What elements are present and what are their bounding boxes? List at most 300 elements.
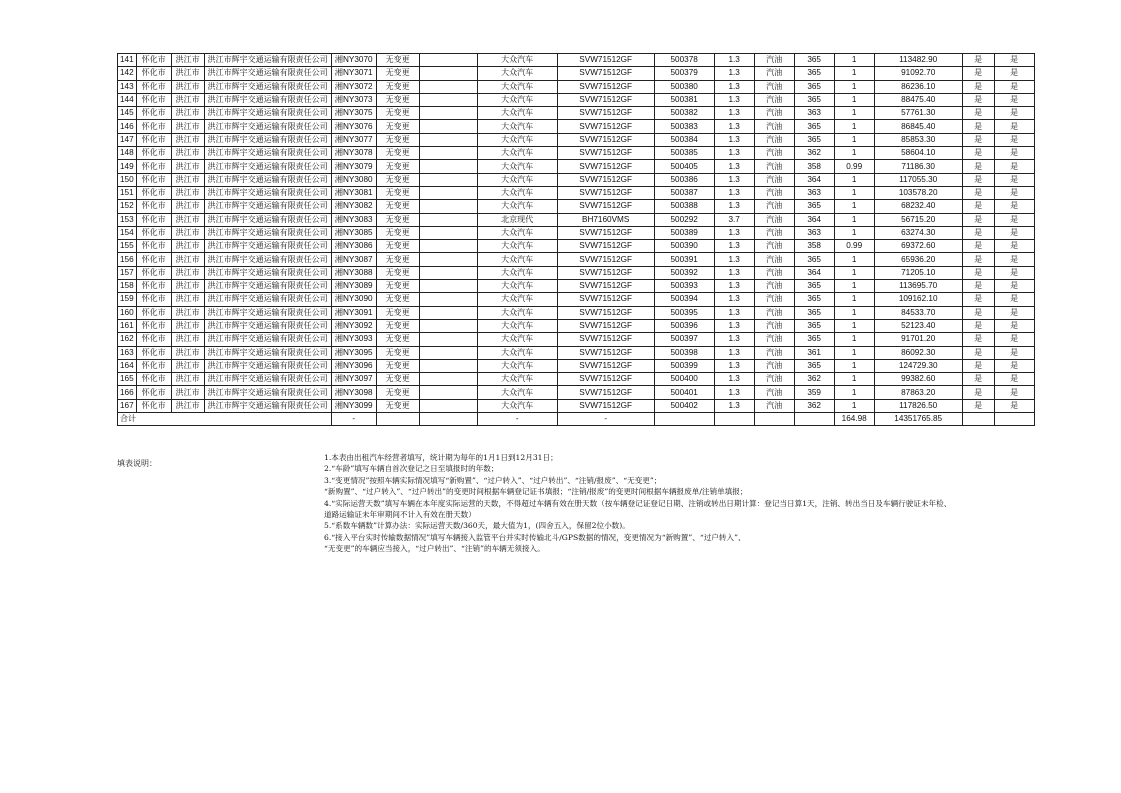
cell-no: 151: [118, 186, 137, 199]
cell-code: 500400: [654, 373, 714, 386]
cell-city: 怀化市: [136, 359, 171, 372]
cell-code: 500378: [654, 54, 714, 67]
cell-disp: 1.3: [714, 319, 754, 332]
cell-city: 怀化市: [136, 306, 171, 319]
cell-city: 怀化市: [136, 107, 171, 120]
cell-days: 364: [794, 173, 834, 186]
table-row: [118, 399, 1035, 412]
cell-company: 洪江市辉宇交通运输有限责任公司: [204, 54, 331, 67]
cell-city: 怀化市: [136, 213, 171, 226]
cell-b: 是: [994, 226, 1034, 239]
cell-coef: 1: [834, 359, 874, 372]
cell-disp: 1.3: [714, 359, 754, 372]
cell-plate: 湘NY3070: [331, 54, 376, 67]
cell-no: 158: [118, 280, 137, 293]
cell-empty: [419, 107, 477, 120]
cell-change: 无变更: [376, 133, 419, 146]
cell-code: 500388: [654, 200, 714, 213]
cell-mileage: 85853.30: [874, 133, 962, 146]
cell-change: 无变更: [376, 373, 419, 386]
cell-county: 洪江市: [171, 306, 204, 319]
cell-disp: 3.7: [714, 213, 754, 226]
cell-no: 147: [118, 133, 137, 146]
cell-coef: 1: [834, 399, 874, 412]
cell-empty: [419, 240, 477, 253]
cell-days: 365: [794, 54, 834, 67]
cell-no: 143: [118, 80, 137, 93]
cell-coef: 1: [834, 333, 874, 346]
cell-days: 358: [794, 160, 834, 173]
cell-fuel: 汽油: [754, 359, 794, 372]
cell-no: 150: [118, 173, 137, 186]
cell-code: 500384: [654, 133, 714, 146]
cell-brand: 大众汽车: [477, 346, 557, 359]
cell-model: SVW71512GF: [557, 240, 654, 253]
cell-b: 是: [994, 346, 1034, 359]
cell-county: 洪江市: [171, 399, 204, 412]
cell-code: 500379: [654, 67, 714, 80]
cell-model: SVW71512GF: [557, 186, 654, 199]
cell-plate: 湘NY3081: [331, 186, 376, 199]
cell-coef: 1: [834, 93, 874, 106]
cell-no: 163: [118, 346, 137, 359]
table-row: [118, 306, 1035, 319]
cell-b: 是: [994, 373, 1034, 386]
cell-a: 是: [962, 266, 994, 279]
cell-company: 洪江市辉宇交通运输有限责任公司: [204, 147, 331, 160]
cell-mileage: 71205.10: [874, 266, 962, 279]
cell-plate: 湘NY3071: [331, 67, 376, 80]
cell-brand: 大众汽车: [477, 266, 557, 279]
cell-mileage: 87863.20: [874, 386, 962, 399]
cell-empty: [419, 280, 477, 293]
cell-city: 怀化市: [136, 373, 171, 386]
cell-coef: 1: [834, 54, 874, 67]
cell-mileage: 71186.30: [874, 160, 962, 173]
cell-city: 怀化市: [136, 319, 171, 332]
cell-no: 141: [118, 54, 137, 67]
cell-disp: 1.3: [714, 240, 754, 253]
cell-empty: [419, 93, 477, 106]
cell-code: 500395: [654, 306, 714, 319]
cell-b: 是: [994, 306, 1034, 319]
table-row: [118, 200, 1035, 213]
cell-days: 363: [794, 107, 834, 120]
cell-city: 怀化市: [136, 280, 171, 293]
cell-fuel: 汽油: [754, 213, 794, 226]
cell-empty: [419, 373, 477, 386]
cell-mileage: 91701.20: [874, 333, 962, 346]
cell-days: 365: [794, 280, 834, 293]
cell-disp: 1.3: [714, 133, 754, 146]
cell-model: SVW71512GF: [557, 173, 654, 186]
cell-company: 洪江市辉宇交通运输有限责任公司: [204, 240, 331, 253]
cell-mileage: 124729.30: [874, 359, 962, 372]
cell-a: 是: [962, 54, 994, 67]
table-row: [118, 226, 1035, 239]
cell-plate: 湘NY3073: [331, 93, 376, 106]
cell-b: 是: [994, 333, 1034, 346]
cell-mileage: 86092.30: [874, 346, 962, 359]
cell-empty: [419, 80, 477, 93]
cell-mileage: 117826.50: [874, 399, 962, 412]
cell-model: SVW71512GF: [557, 120, 654, 133]
cell-days: 364: [794, 213, 834, 226]
cell-empty: [419, 173, 477, 186]
notes-label: 填表说明：: [117, 459, 157, 468]
cell-model: SVW71512GF: [557, 266, 654, 279]
cell-fuel: 汽油: [754, 386, 794, 399]
cell-coef: 1: [834, 67, 874, 80]
cell-change: 无变更: [376, 346, 419, 359]
cell-fuel: 汽油: [754, 186, 794, 199]
cell-model: SVW71512GF: [557, 293, 654, 306]
cell-a: 是: [962, 160, 994, 173]
cell-change: 无变更: [376, 253, 419, 266]
cell-county: 洪江市: [171, 93, 204, 106]
cell-a: 是: [962, 386, 994, 399]
cell-no: 142: [118, 67, 137, 80]
cell-brand: 北京现代: [477, 213, 557, 226]
cell-days: 365: [794, 200, 834, 213]
cell-model: SVW71512GF: [557, 386, 654, 399]
cell-mileage: 86236.10: [874, 80, 962, 93]
cell-b: 是: [994, 240, 1034, 253]
cell-mileage: 117055.30: [874, 173, 962, 186]
table-row: [118, 107, 1035, 120]
cell-empty: [419, 386, 477, 399]
cell-coef: 1: [834, 120, 874, 133]
cell-brand: 大众汽车: [477, 186, 557, 199]
cell-model: SVW71512GF: [557, 160, 654, 173]
cell-no: 144: [118, 93, 137, 106]
cell-county: 洪江市: [171, 280, 204, 293]
cell-disp: 1.3: [714, 173, 754, 186]
cell-city: 怀化市: [136, 93, 171, 106]
cell-no: 148: [118, 147, 137, 160]
table-row: [118, 147, 1035, 160]
note-line: 6.“接入平台实时传输数据情况”填写车辆接入监管平台并实时传输北斗/GPS数据的情况，变更情况为“新购置”、“过户转入”、: [324, 532, 746, 542]
cell-empty: [419, 359, 477, 372]
cell-empty: [419, 226, 477, 239]
cell-a: 是: [962, 147, 994, 160]
cell-coef: 1: [834, 107, 874, 120]
cell-model: SVW71512GF: [557, 54, 654, 67]
cell-company: 洪江市辉宇交通运输有限责任公司: [204, 120, 331, 133]
cell-city: 怀化市: [136, 147, 171, 160]
cell-disp: 1.3: [714, 346, 754, 359]
cell-empty: [419, 213, 477, 226]
cell-empty: [419, 306, 477, 319]
cell-county: 洪江市: [171, 107, 204, 120]
cell-coef: 1: [834, 253, 874, 266]
cell-change: 无变更: [376, 226, 419, 239]
cell-days: 365: [794, 80, 834, 93]
cell-plate: 湘NY3080: [331, 173, 376, 186]
cell-code: 500405: [654, 160, 714, 173]
cell-b: 是: [994, 133, 1034, 146]
cell-coef: 1: [834, 373, 874, 386]
cell-fuel: 汽油: [754, 107, 794, 120]
cell-code: 500399: [654, 359, 714, 372]
cell-disp: 1.3: [714, 333, 754, 346]
cell-fuel: 汽油: [754, 306, 794, 319]
cell-fuel: 汽油: [754, 80, 794, 93]
cell-company: 洪江市辉宇交通运输有限责任公司: [204, 200, 331, 213]
cell-b: 是: [994, 186, 1034, 199]
cell-company: 洪江市辉宇交通运输有限责任公司: [204, 386, 331, 399]
cell-plate: 湘NY3090: [331, 293, 376, 306]
cell-brand: 大众汽车: [477, 120, 557, 133]
cell-empty: [419, 120, 477, 133]
table-row: [118, 54, 1035, 67]
cell-plate: 湘NY3095: [331, 346, 376, 359]
cell-b: 是: [994, 293, 1034, 306]
cell-a: 是: [962, 346, 994, 359]
cell-fuel: 汽油: [754, 399, 794, 412]
cell-a: 是: [962, 280, 994, 293]
cell-coef: 1: [834, 386, 874, 399]
cell-disp: 1.3: [714, 399, 754, 412]
cell-a: 是: [962, 213, 994, 226]
cell-no: 161: [118, 319, 137, 332]
cell-plate: 湘NY3072: [331, 80, 376, 93]
cell-no: 162: [118, 333, 137, 346]
cell-mileage: 88475.40: [874, 93, 962, 106]
cell-mileage: 58604.10: [874, 147, 962, 160]
cell-plate: 湘NY3089: [331, 280, 376, 293]
cell-fuel: 汽油: [754, 67, 794, 80]
cell-empty: [419, 133, 477, 146]
cell-empty: [419, 186, 477, 199]
cell-days: 364: [794, 266, 834, 279]
cell-plate: 湘NY3085: [331, 226, 376, 239]
vehicle-data-table: [117, 53, 1035, 426]
table-row: [118, 80, 1035, 93]
cell-plate: 湘NY3077: [331, 133, 376, 146]
cell-change: 无变更: [376, 306, 419, 319]
cell-county: 洪江市: [171, 333, 204, 346]
cell-model: SVW71512GF: [557, 333, 654, 346]
cell-no: 149: [118, 160, 137, 173]
cell-city: 怀化市: [136, 253, 171, 266]
cell-county: 洪江市: [171, 240, 204, 253]
cell-a: 是: [962, 173, 994, 186]
cell-b: 是: [994, 107, 1034, 120]
cell-company: 洪江市辉宇交通运输有限责任公司: [204, 333, 331, 346]
cell-a: 是: [962, 253, 994, 266]
cell-brand: 大众汽车: [477, 67, 557, 80]
cell-change: 无变更: [376, 266, 419, 279]
cell-disp: 1.3: [714, 280, 754, 293]
cell-days: 363: [794, 226, 834, 239]
cell-change: 无变更: [376, 280, 419, 293]
cell-plate: 湘NY3088: [331, 266, 376, 279]
cell-a: 是: [962, 93, 994, 106]
cell-no: 159: [118, 293, 137, 306]
cell-empty: [419, 333, 477, 346]
cell-b: 是: [994, 120, 1034, 133]
cell-county: 洪江市: [171, 386, 204, 399]
cell-code: 500392: [654, 266, 714, 279]
cell-empty: [419, 266, 477, 279]
cell-code: 500382: [654, 107, 714, 120]
cell-plate: 湘NY3078: [331, 147, 376, 160]
cell-empty: [419, 399, 477, 412]
cell-code: 500387: [654, 186, 714, 199]
cell-model: SVW71512GF: [557, 399, 654, 412]
cell-county: 洪江市: [171, 186, 204, 199]
cell-fuel: 汽油: [754, 173, 794, 186]
cell-model: SVW71512GF: [557, 200, 654, 213]
cell-plate: 湘NY3098: [331, 386, 376, 399]
cell-model: SVW71512GF: [557, 107, 654, 120]
cell-city: 怀化市: [136, 333, 171, 346]
cell-code: 500390: [654, 240, 714, 253]
cell-no: 167: [118, 399, 137, 412]
cell-company: 洪江市辉宇交通运输有限责任公司: [204, 253, 331, 266]
cell-days: 365: [794, 133, 834, 146]
cell-no: 145: [118, 107, 137, 120]
cell-days: 365: [794, 319, 834, 332]
cell-model: SVW71512GF: [557, 280, 654, 293]
total-coef: 164.98: [834, 413, 874, 426]
cell-fuel: 汽油: [754, 293, 794, 306]
cell-b: 是: [994, 213, 1034, 226]
cell-mileage: 52123.40: [874, 319, 962, 332]
cell-county: 洪江市: [171, 200, 204, 213]
cell-no: 153: [118, 213, 137, 226]
cell-disp: 1.3: [714, 54, 754, 67]
cell-b: 是: [994, 266, 1034, 279]
cell-change: 无变更: [376, 186, 419, 199]
cell-disp: 1.3: [714, 306, 754, 319]
cell-b: 是: [994, 399, 1034, 412]
cell-model: SVW71512GF: [557, 253, 654, 266]
cell-no: 154: [118, 226, 137, 239]
cell-days: 362: [794, 147, 834, 160]
cell-county: 洪江市: [171, 359, 204, 372]
cell-county: 洪江市: [171, 346, 204, 359]
cell-city: 怀化市: [136, 386, 171, 399]
cell-disp: 1.3: [714, 386, 754, 399]
table-row: [118, 319, 1035, 332]
total-model: -: [557, 413, 654, 426]
cell-company: 洪江市辉宇交通运输有限责任公司: [204, 226, 331, 239]
cell-code: 500389: [654, 226, 714, 239]
cell-fuel: 汽油: [754, 253, 794, 266]
cell-a: 是: [962, 226, 994, 239]
cell-code: 500396: [654, 319, 714, 332]
cell-days: 365: [794, 67, 834, 80]
cell-plate: 湘NY3092: [331, 319, 376, 332]
cell-code: 500385: [654, 147, 714, 160]
cell-city: 怀化市: [136, 200, 171, 213]
cell-mileage: 65936.20: [874, 253, 962, 266]
cell-empty: [419, 54, 477, 67]
cell-plate: 湘NY3097: [331, 373, 376, 386]
cell-company: 洪江市辉宇交通运输有限责任公司: [204, 173, 331, 186]
cell-change: 无变更: [376, 67, 419, 80]
cell-brand: 大众汽车: [477, 80, 557, 93]
cell-days: 365: [794, 120, 834, 133]
cell-disp: 1.3: [714, 373, 754, 386]
cell-days: 365: [794, 359, 834, 372]
cell-county: 洪江市: [171, 373, 204, 386]
note-line: 4.“实际运营天数”填写车辆在本年度实际运营的天数，不得超过车辆有效在册天数（按车辆登记证登记日期、注销或转出日期计算：登记当日算1天，注销、转出当日及车辆行驶证未年检、: [324, 498, 952, 508]
cell-city: 怀化市: [136, 399, 171, 412]
cell-change: 无变更: [376, 359, 419, 372]
table-row: [118, 373, 1035, 386]
cell-model: SVW71512GF: [557, 93, 654, 106]
cell-model: SVW71512GF: [557, 319, 654, 332]
cell-a: 是: [962, 200, 994, 213]
cell-city: 怀化市: [136, 54, 171, 67]
cell-b: 是: [994, 54, 1034, 67]
cell-change: 无变更: [376, 80, 419, 93]
cell-brand: 大众汽车: [477, 93, 557, 106]
cell-company: 洪江市辉宇交通运输有限责任公司: [204, 107, 331, 120]
cell-b: 是: [994, 80, 1034, 93]
cell-coef: 1: [834, 346, 874, 359]
cell-mileage: 56715.20: [874, 213, 962, 226]
cell-company: 洪江市辉宇交通运输有限责任公司: [204, 67, 331, 80]
table-row: [118, 346, 1035, 359]
cell-brand: 大众汽车: [477, 240, 557, 253]
cell-mileage: 99382.60: [874, 373, 962, 386]
cell-county: 洪江市: [171, 160, 204, 173]
cell-a: 是: [962, 333, 994, 346]
cell-model: SVW71512GF: [557, 133, 654, 146]
cell-code: 500402: [654, 399, 714, 412]
cell-code: 500401: [654, 386, 714, 399]
cell-city: 怀化市: [136, 80, 171, 93]
cell-plate: 湘NY3075: [331, 107, 376, 120]
cell-model: SVW71512GF: [557, 359, 654, 372]
cell-change: 无变更: [376, 213, 419, 226]
cell-no: 164: [118, 359, 137, 372]
cell-days: 365: [794, 333, 834, 346]
cell-change: 无变更: [376, 54, 419, 67]
cell-disp: 1.3: [714, 253, 754, 266]
cell-a: 是: [962, 186, 994, 199]
cell-county: 洪江市: [171, 266, 204, 279]
cell-county: 洪江市: [171, 80, 204, 93]
cell-fuel: 汽油: [754, 200, 794, 213]
cell-city: 怀化市: [136, 240, 171, 253]
cell-county: 洪江市: [171, 147, 204, 160]
cell-days: 365: [794, 253, 834, 266]
cell-disp: 1.3: [714, 160, 754, 173]
table-row: [118, 280, 1035, 293]
cell-fuel: 汽油: [754, 266, 794, 279]
cell-county: 洪江市: [171, 319, 204, 332]
cell-a: 是: [962, 359, 994, 372]
cell-brand: 大众汽车: [477, 160, 557, 173]
cell-no: 165: [118, 373, 137, 386]
cell-city: 怀化市: [136, 266, 171, 279]
cell-mileage: 69372.60: [874, 240, 962, 253]
cell-disp: 1.3: [714, 200, 754, 213]
note-line: 5.“系数车辆数”计算办法：实际运营天数/360天，最大值为1，(四舍五入，保留2位小数)。: [324, 521, 630, 531]
cell-change: 无变更: [376, 200, 419, 213]
cell-brand: 大众汽车: [477, 333, 557, 346]
cell-city: 怀化市: [136, 346, 171, 359]
cell-brand: 大众汽车: [477, 173, 557, 186]
cell-company: 洪江市辉宇交通运输有限责任公司: [204, 346, 331, 359]
note-line: 1.本表由出租汽车经营者填写，统计期为每年的1月1日到12月31日；: [324, 453, 558, 462]
cell-plate: 湘NY3099: [331, 399, 376, 412]
